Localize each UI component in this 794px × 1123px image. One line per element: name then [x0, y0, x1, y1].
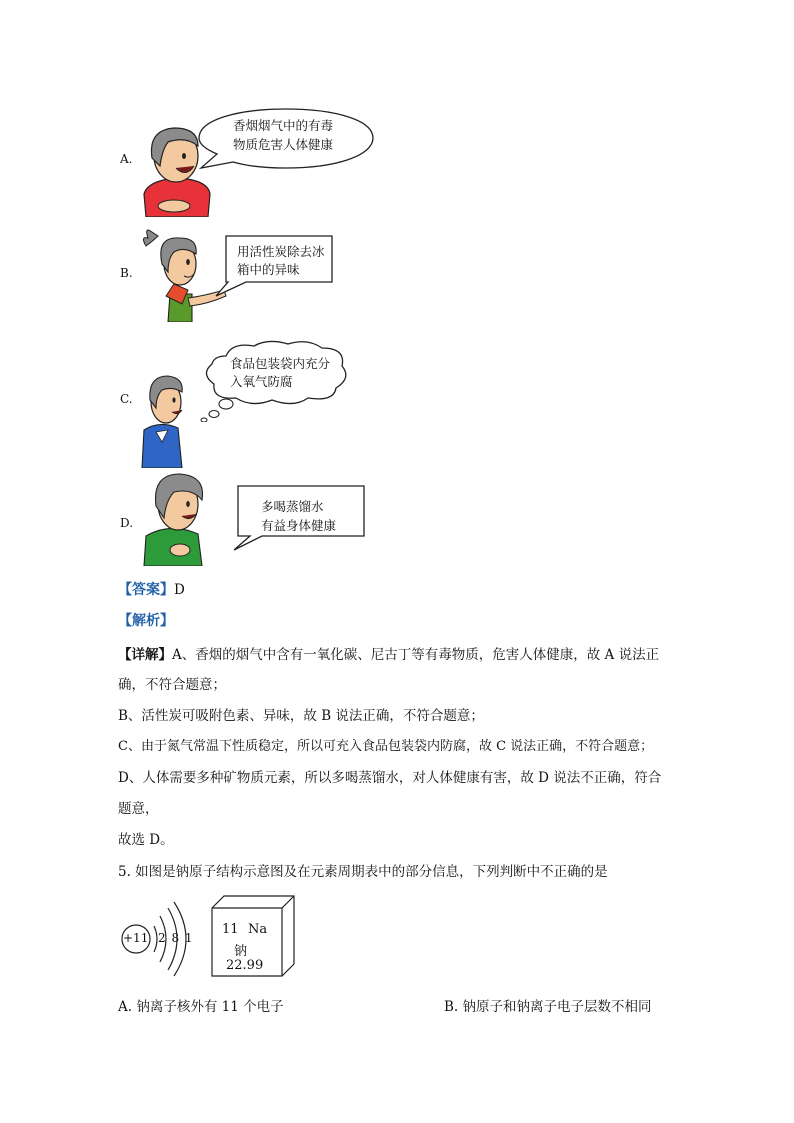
thought-c-line-2: 入氧气防腐	[230, 374, 293, 389]
nucleus-charge: +11	[123, 931, 149, 945]
answer-line	[118, 580, 185, 600]
boy-thinking-illustration	[138, 372, 198, 468]
explanation-line-2: 确，不符合题意；	[118, 677, 226, 693]
bubble-d-line-1: 多喝蒸馏水	[261, 499, 324, 514]
explanation-line-7: 故选 D。	[118, 832, 174, 848]
thought-c-line-1: 食品包装袋内充分	[230, 356, 331, 371]
element-symbol: Na	[248, 922, 268, 937]
atomic-number: 11	[222, 922, 239, 937]
bubble-b-line-2: 箱中的异味	[237, 262, 300, 277]
analysis-line	[118, 611, 174, 631]
option-b-letter: B.	[120, 266, 133, 280]
electron-shells: 2 8 1	[158, 931, 194, 945]
bubble-a-line-1: 香烟烟气中的有毒	[233, 118, 334, 133]
choice-b: B. 钠原子和钠离子电子层数不相同	[444, 999, 652, 1015]
explanation-label: 【详解】	[118, 647, 172, 663]
element-name: 钠	[234, 944, 248, 959]
answer-label: 【答案】	[118, 582, 174, 598]
explanation-line-1	[118, 645, 659, 665]
explanation-line-6: 题意，	[118, 801, 159, 817]
option-d-letter: D.	[120, 516, 134, 530]
analysis-label: 【解析】	[118, 613, 174, 629]
choice-a: A. 钠离子核外有 11 个电子	[118, 999, 284, 1015]
answer-value: D	[174, 582, 185, 598]
option-c-letter: C.	[120, 392, 133, 406]
boy-speaking-illustration	[140, 470, 212, 566]
bubble-b-line-1: 用活性炭除去冰	[237, 244, 325, 259]
explanation-text-1: A、香烟的烟气中含有一氧化碳、尼古丁等有毒物质，危害人体健康，故 A 说法正	[172, 647, 660, 663]
option-a-letter: A.	[120, 152, 133, 166]
explanation-line-3: B、活性炭可吸附色素、异味，故 B 说法正确，不符合题意；	[118, 708, 484, 724]
explanation-line-4: C、由于氮气常温下性质稳定，所以可充入食品包装袋内防腐，故 C 说法正确，不符合题意；	[118, 739, 654, 754]
atomic-mass: 22.99	[226, 958, 264, 973]
bubble-d-line-2: 有益身体健康	[261, 518, 337, 533]
bubble-a-line-2: 物质危害人体健康	[233, 137, 334, 152]
question-5-stem: 5. 如图是钠原子结构示意图及在元素周期表中的部分信息，下列判断中不正确的是	[118, 864, 608, 880]
explanation-line-5: D、人体需要多种矿物质元素，所以多喝蒸馏水，对人体健康有害，故 D 说法不正确，符合	[118, 770, 662, 786]
